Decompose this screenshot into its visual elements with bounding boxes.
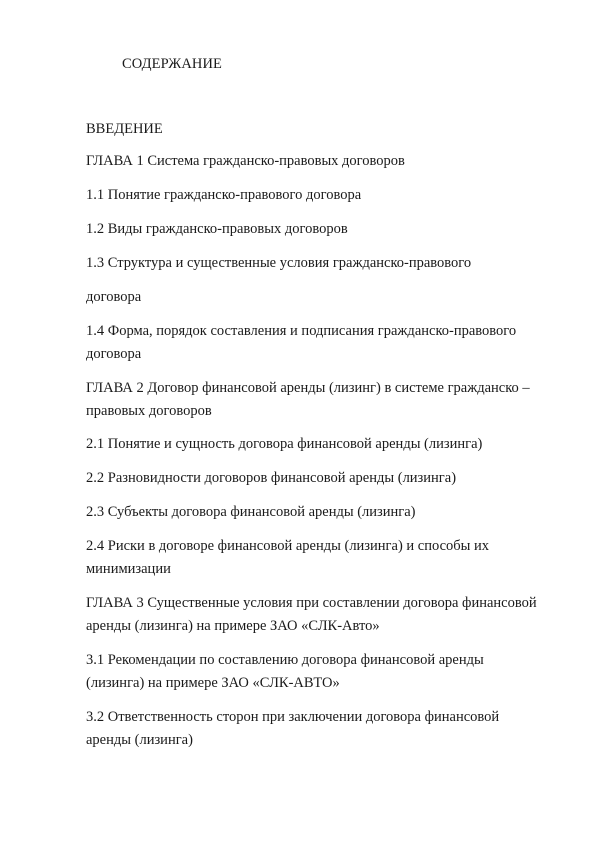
toc-entry-chapter-1: ГЛАВА 1 Система гражданско-правовых договоров <box>86 153 405 169</box>
toc-entry-chapter-3: ГЛАВА 3 Существенные условия при составлении договора финансовой аренды (лизинга) на примере ЗАО «СЛК-Авто» <box>86 595 537 634</box>
toc-entry-1-3-continuation: договора <box>86 289 142 305</box>
toc-entry-1-2: 1.2 Виды гражданско-правовых договоров <box>86 221 348 237</box>
toc-title: СОДЕРЖАНИЕ <box>122 56 222 72</box>
toc-entry-3-1: 3.1 Рекомендации по составлению договора финансовой аренды (лизинга) на примере ЗАО «СЛК-АВТО» <box>86 652 484 691</box>
toc-entry-1-3: 1.3 Структура и существенные условия гражданско-правового <box>86 255 472 271</box>
toc-entry-3-2: 3.2 Ответственность сторон при заключении договора финансовой аренды (лизинга) <box>86 709 500 748</box>
toc-entry-chapter-2: ГЛАВА 2 Договор финансовой аренды (лизинг) в системе гражданско – правовых договоров <box>86 380 530 419</box>
toc-entry-1-1: 1.1 Понятие гражданско-правового договора <box>86 187 362 203</box>
toc-entry-introduction: ВВЕДЕНИЕ <box>86 121 163 137</box>
toc-entry-2-1: 2.1 Понятие и сущность договора финансовой аренды (лизинга) <box>86 436 483 452</box>
toc-entry-2-3: 2.3 Субъекты договора финансовой аренды (лизинга) <box>86 504 416 520</box>
toc-entry-2-2: 2.2 Разновидности договоров финансовой аренды (лизинга) <box>86 470 457 486</box>
toc-entry-1-4: 1.4 Форма, порядок составления и подписания гражданско-правового договора <box>86 323 517 362</box>
toc-entry-2-4: 2.4 Риски в договоре финансовой аренды (лизинга) и способы их минимизации <box>86 538 490 577</box>
